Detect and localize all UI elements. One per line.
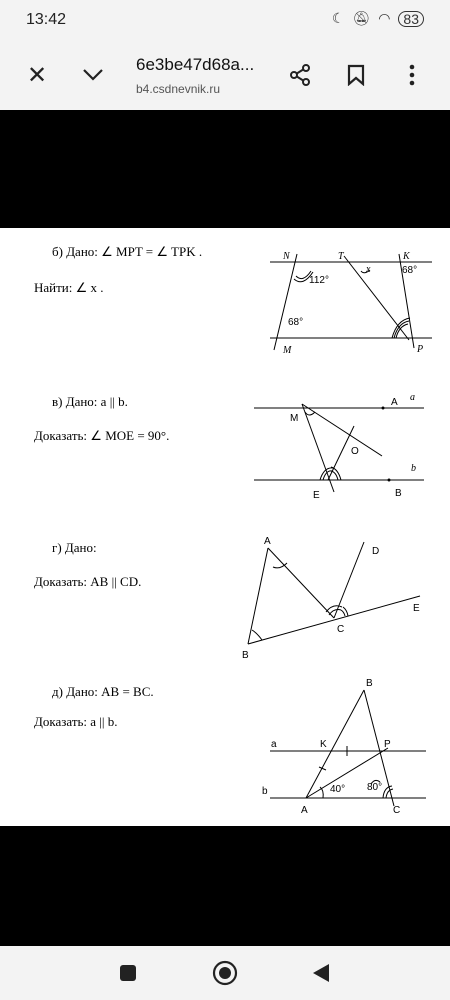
chevron-down-icon bbox=[82, 68, 104, 82]
share-button[interactable] bbox=[283, 58, 317, 92]
label-v-E: E bbox=[313, 490, 320, 501]
status-bar bbox=[0, 0, 450, 40]
bookmark-icon bbox=[347, 64, 365, 86]
wifi-icon: ◠ bbox=[378, 10, 391, 26]
label-d-P: P bbox=[384, 739, 391, 750]
label-b-68-top: 68° bbox=[402, 265, 418, 276]
collapse-button[interactable] bbox=[76, 58, 110, 92]
label-b-x: x bbox=[366, 264, 371, 275]
point-a-dot bbox=[382, 407, 385, 410]
more-button[interactable] bbox=[395, 58, 429, 92]
label-b-T: T bbox=[338, 251, 344, 262]
more-vert-icon bbox=[409, 64, 415, 86]
label-d-80: 80° bbox=[367, 782, 383, 793]
problem-v-given: в) Дано: a || b. bbox=[52, 394, 128, 409]
figures bbox=[0, 228, 450, 826]
black-region-top bbox=[0, 110, 450, 228]
share-icon bbox=[289, 64, 311, 86]
label-g-C: C bbox=[337, 624, 345, 635]
label-b-68-bottom: 68° bbox=[288, 317, 304, 328]
home-circle-icon bbox=[212, 960, 238, 986]
label-g-D: D bbox=[372, 546, 380, 557]
label-d-40: 40° bbox=[330, 784, 346, 795]
browser-toolbar bbox=[0, 40, 450, 111]
back-button[interactable] bbox=[308, 960, 334, 986]
recents-button[interactable] bbox=[115, 960, 141, 986]
label-v-a: a bbox=[410, 392, 415, 403]
problem-d-given: д) Дано: AB = BC. bbox=[52, 684, 154, 699]
label-v-A: A bbox=[391, 397, 398, 408]
figure-g bbox=[248, 542, 420, 644]
label-d-a: a bbox=[271, 739, 277, 750]
label-d-C: C bbox=[393, 805, 401, 816]
close-icon: ✕ bbox=[26, 61, 48, 89]
label-v-O: O bbox=[351, 446, 359, 457]
label-d-A: A bbox=[301, 805, 308, 816]
label-b-N: N bbox=[283, 251, 290, 262]
moon-icon: ☾ bbox=[331, 10, 345, 26]
label-g-A: A bbox=[264, 536, 271, 547]
square-icon bbox=[119, 964, 137, 982]
label-g-E: E bbox=[413, 603, 420, 614]
problem-v-prove: Доказать: ∠ MOE = 90°. bbox=[34, 428, 170, 443]
back-triangle-icon bbox=[312, 963, 330, 983]
page-url: b4.csdnevnik.ru bbox=[136, 82, 221, 96]
home-button[interactable] bbox=[212, 960, 238, 986]
figure-v bbox=[254, 404, 424, 492]
label-v-b: b bbox=[411, 463, 416, 474]
label-g-B: B bbox=[242, 650, 249, 661]
problem-d-prove: Доказать: a || b. bbox=[34, 714, 118, 729]
status-time: 13:42 bbox=[26, 11, 67, 28]
figure-d bbox=[270, 690, 426, 806]
label-b-112: 112° bbox=[309, 275, 329, 286]
black-region-bottom bbox=[0, 826, 450, 946]
page-title: 6e3be47d68a... bbox=[136, 55, 255, 74]
close-button[interactable] bbox=[20, 58, 54, 92]
bookmark-button[interactable] bbox=[339, 58, 373, 92]
label-d-b: b bbox=[262, 786, 268, 797]
label-v-B: B bbox=[395, 488, 402, 499]
problem-b-find: Найти: ∠ x . bbox=[34, 280, 104, 295]
battery-level: 83 bbox=[398, 11, 424, 27]
problem-g-prove: Доказать: AB || CD. bbox=[34, 574, 142, 589]
system-nav-bar bbox=[0, 946, 450, 1000]
point-b-dot bbox=[388, 479, 391, 482]
label-v-M: M bbox=[290, 413, 299, 424]
label-b-K: K bbox=[403, 251, 410, 262]
label-d-B: B bbox=[366, 678, 373, 689]
label-b-M: M bbox=[283, 345, 292, 356]
problem-g-given: г) Дано: bbox=[52, 540, 97, 555]
label-d-K: K bbox=[320, 739, 327, 750]
mute-icon: 🔕︎ bbox=[352, 10, 371, 26]
label-b-P: P bbox=[417, 344, 424, 355]
problem-b-given: б) Дано: ∠ MPT = ∠ TPK . bbox=[52, 244, 203, 259]
status-icons bbox=[332, 10, 424, 27]
